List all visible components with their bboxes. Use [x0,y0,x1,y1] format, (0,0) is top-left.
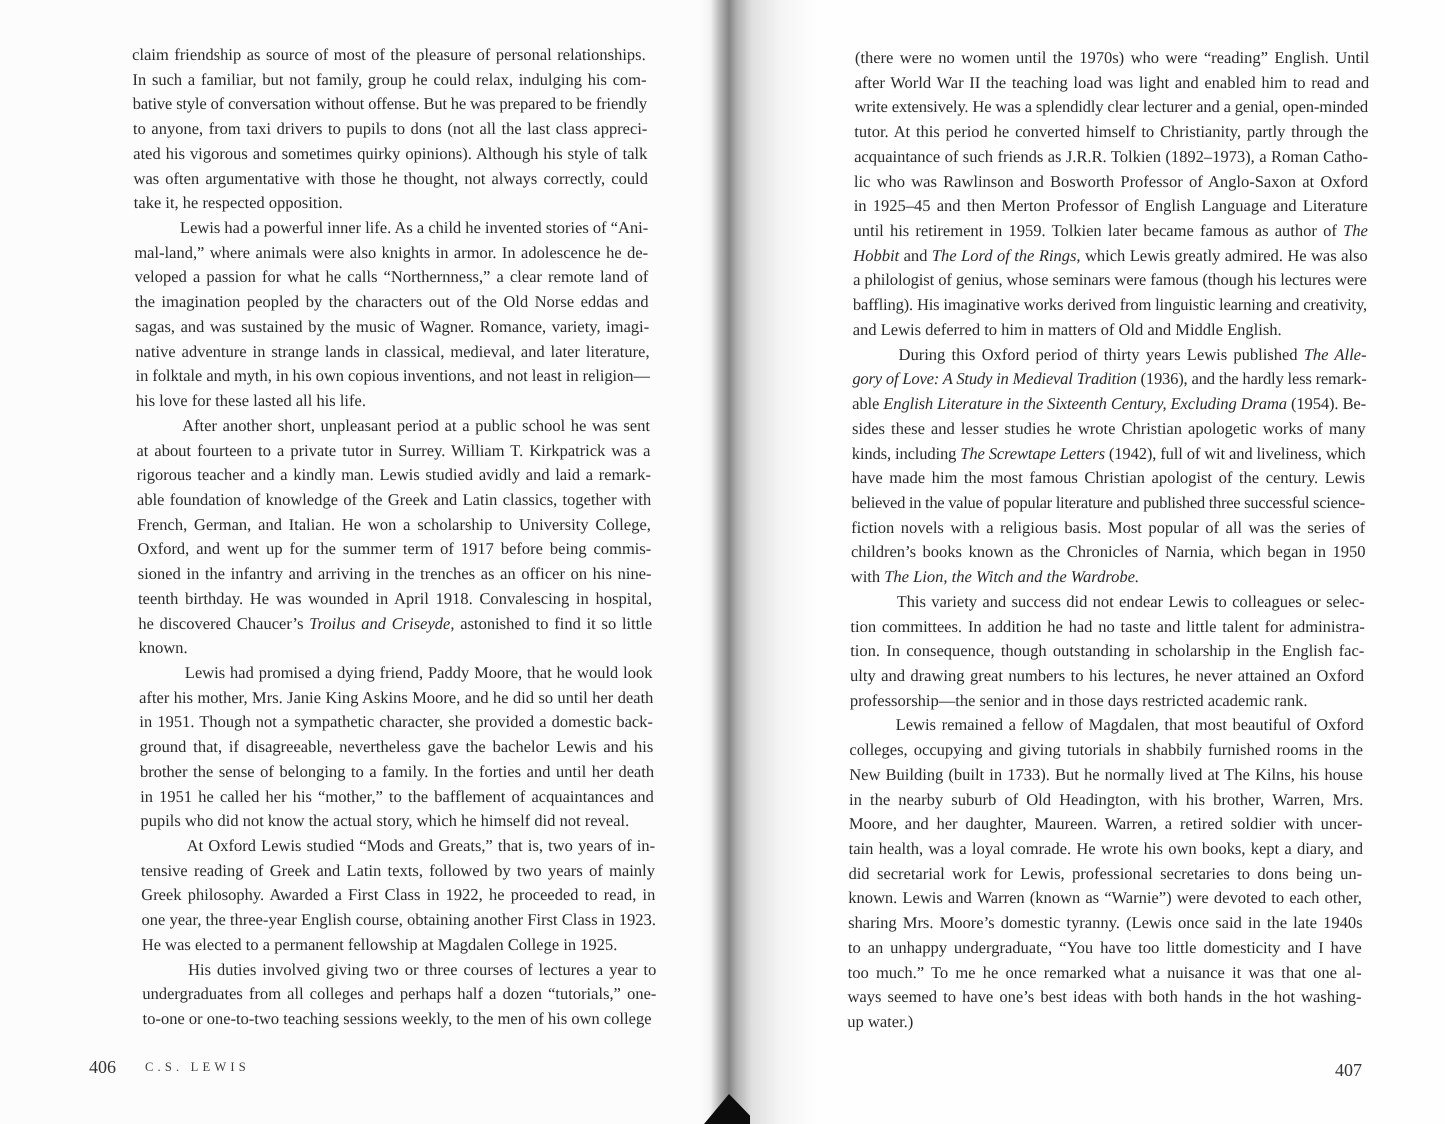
text-run: His duties involved giving two or three courses of lectures a year to [187,959,657,979]
text-run: mal-land,” where animals were also knights in armor. In adolescence he de- [134,242,649,262]
text-run: known. [138,638,188,658]
text-run: During this Oxford period of thirty years Lewis published [898,344,1304,364]
text-line [850,689,1364,714]
text-run: colleges, occupying and giving tutorials in shabbily furnished rooms in the [849,740,1364,760]
text-run: up water.) [847,1012,914,1032]
paragraph [136,414,653,661]
line-text [134,241,648,266]
text-line [853,318,1367,343]
text-line [853,244,1367,269]
line-text [847,1010,913,1035]
text-run: in 1951 he called her his “mother,” to the bafflement of acquaintances and [140,786,654,806]
running-head: C.S. LEWIS [145,1060,250,1074]
line-text [133,167,648,192]
line-text [133,117,648,142]
line-text [141,908,656,933]
line-text [135,364,650,389]
text-run: He was elected to a permanent fellowship at Magdalen College in 1925. [141,934,618,954]
text-run: after World War II the teaching load was light and enabled him to read and [854,72,1370,92]
text-run: veloped a passion for what he calls “Northernness,” a clear remote land of [134,267,649,287]
text-run: to an unhappy undergraduate, “You have too little domesticity and I have [847,937,1362,957]
italic-title: Hobbit [853,245,900,265]
line-text [854,120,1368,145]
text-run: After another short, unpleasant period at a public school he was sent [182,415,651,435]
paragraph [851,343,1367,590]
line-text [898,343,1366,368]
text-run: ground that, if disagreeable, nevertheless gave the bachelor Lewis and his [139,737,654,757]
text-run: tion committees. In addition he had no taste and little talent for administra- [850,616,1365,636]
text-run: Moore, and her daughter, Maureen. Warren, a retired soldier with uncer- [848,814,1363,834]
text-run: sioned in the infantry and arriving in the trenches as an officer on his nine- [137,564,652,584]
text-run: believed in the value of popular literature and published three successful science- [851,492,1366,512]
text-line [133,92,647,117]
text-line [847,1010,1361,1035]
text-run: with [850,567,885,587]
text-run: At Oxford Lewis studied “Mods and Greats,” that is, two years of in- [186,836,656,855]
italic-title: The Lord of the Rings, [931,245,1081,265]
line-text [140,785,654,810]
text-line [133,142,647,167]
text-line [135,364,649,389]
line-text [852,367,1366,392]
line-text [854,95,1368,120]
paragraph [139,661,655,834]
italic-title: gory of Love: A Study in Medieval Tradition [852,369,1137,389]
text-line [139,735,653,760]
text-line [140,809,654,834]
line-text [850,664,1364,689]
text-line [139,661,653,686]
line-text [850,615,1365,640]
line-text [851,516,1365,541]
line-text [132,43,646,68]
text-line [138,636,652,661]
text-run: ways seemed to have one’s best ideas with both hands in the hot washing- [847,987,1362,1007]
line-text [185,661,653,686]
line-text [854,145,1368,170]
text-line [134,265,648,290]
text-line [848,886,1362,911]
text-line [136,389,650,414]
line-text [180,216,648,241]
text-run: he discovered Chaucer’s [138,613,310,633]
line-text [138,562,652,587]
text-line [854,95,1368,120]
line-text [854,170,1368,195]
page-number: 406 [89,1057,116,1077]
text-line [141,908,655,933]
line-text [137,513,651,538]
text-line [852,343,1366,368]
text-line [133,117,647,142]
text-run: lic who was Rawlinson and Bosworth Professor of Anglo-Saxon at Oxford [853,171,1369,191]
line-text [141,859,655,884]
text-line [853,219,1367,244]
text-line [853,268,1367,293]
text-run: (1954). Be- [1286,394,1367,414]
italic-title: The Screwtape Letters [960,443,1106,463]
text-run: Greek philosophy. Awarded a First Class in 1922, he proceeded to read, in [141,885,656,905]
line-text [852,442,1366,467]
text-run: in 1951. Though not a sympathetic character, she provided a domestic back- [139,712,654,732]
text-run: to-one or one-to-two teaching sessions weekly, to the men of his own college [142,1009,652,1029]
paragraph [141,834,656,958]
text-line [848,911,1362,936]
left-page-text [132,43,657,1032]
text-run: pupils who did not know the actual story, which he himself did not reveal. [140,811,630,831]
text-run: sides these and lesser studies he wrote Christian apologetic works of many [851,418,1366,438]
text-run: one year, the three-year English course, obtaining another First Class in 1923. [141,910,657,930]
text-run: acquaintance of such friends as J.R.R. Tolkien (1892–1973), a Roman Catho- [854,146,1369,166]
text-line [850,639,1364,664]
line-text [852,466,1366,491]
line-text [138,587,652,612]
text-line [854,194,1368,219]
text-run: able foundation of knowledge of the Greek and Latin classics, together with [136,489,652,509]
line-text [133,142,647,167]
text-line [137,537,651,562]
line-text [138,636,187,661]
paragraph [853,46,1369,343]
text-run: known. Lewis and Warren (known as “Warnie”) were devoted to each other, [848,888,1363,908]
text-run: to anyone, from taxi drivers to pupils to dons (not all the last class appreci- [132,119,648,139]
text-run: tion. In consequence, though outstanding in scholarship in the English fac- [850,641,1365,661]
line-text [853,293,1367,318]
line-text [849,837,1364,862]
line-text [853,268,1367,293]
text-line [849,763,1363,788]
line-text [139,710,653,735]
text-line [850,664,1364,689]
text-line [852,367,1366,392]
paragraph [132,43,648,216]
line-text [141,883,655,908]
text-line [851,491,1365,516]
text-run: Lewis remained a fellow of Magdalen, that most beautiful of Oxford [895,715,1364,735]
text-line [851,565,1365,590]
line-text [140,760,655,785]
italic-title: The [1343,221,1368,241]
line-text [136,439,650,464]
paragraph [850,590,1365,714]
text-run: which Lewis greatly admired. He was also [1080,245,1368,265]
text-run: did secretarial work for Lewis, professional secretaries to dons being un- [848,863,1363,883]
text-line [849,837,1363,862]
text-run: Oxford, and went up for the summer term of 1917 before being commis- [137,539,652,559]
text-run: New Building (built in 1733). But he normally lived at The Kilns, his house [849,764,1363,784]
text-line [142,1007,656,1032]
text-run: in the nearby suburb of Old Headington, with his brother, Warren, Mrs. [849,789,1364,809]
text-line [852,466,1366,491]
text-run: bative style of conversation without offense. But he was prepared to be friendly [132,94,648,114]
line-text [850,689,1308,714]
text-line [136,414,650,439]
line-text [139,686,654,711]
text-run: at about fourteen to a private tutor in Surrey. William T. Kirkpatrick was a [136,440,651,460]
line-text [142,933,618,958]
line-text [852,392,1366,417]
line-text [137,463,652,488]
text-line [852,417,1366,442]
line-text [897,590,1365,615]
text-run: (1936), and the hardly less remark- [1136,369,1367,389]
text-line [135,315,649,340]
text-run: and Lewis deferred to him in matters of Old and Middle English. [852,319,1282,339]
italic-title: Troilus and Criseyde, [309,613,455,633]
text-run: tutor. At this period he converted himself to Christianity, partly through the [854,122,1369,142]
line-text [188,958,657,983]
text-line [140,760,654,785]
text-line [854,170,1368,195]
line-text [848,886,1362,911]
text-run: native adventure in strange lands in classical, medieval, and later literature, [135,341,650,361]
paragraph [142,958,657,1032]
line-text [135,290,649,315]
text-line [847,985,1361,1010]
italic-title: English Literature in the Sixteenth Century, Excluding Drama [883,394,1288,414]
text-line [137,463,651,488]
line-text [142,1007,651,1032]
text-run: Lewis had a powerful inner life. As a child he invented stories of “Ani- [179,218,649,238]
text-run: and [899,245,932,265]
line-text [135,340,649,365]
text-line [849,788,1363,813]
text-run: astonished to find it so little [454,613,653,633]
line-text [137,537,651,562]
text-line [854,145,1368,170]
text-run: children’s books known as the Chronicles of Narnia, which began in 1950 [850,542,1366,562]
text-line [142,933,656,958]
text-line [133,167,647,192]
text-line [138,587,652,612]
text-run: claim friendship as source of most of the pleasure of personal relationships. [132,45,646,64]
text-line [854,120,1368,145]
text-run: sagas, and was sustained by the music of Wagner. Romance, variety, imagi- [134,316,650,336]
line-text [849,812,1363,837]
text-run: brother the sense of belonging to a family. In the forties and until her death [139,761,655,781]
page-number: 407 [1335,1060,1362,1080]
text-line [850,713,1364,738]
line-text [139,735,653,760]
text-run: after his mother, Mrs. Janie King Askins Moore, and he did so until her death [138,687,654,707]
line-text [137,488,652,513]
line-text [138,612,652,637]
text-line [848,961,1362,986]
line-text [132,68,646,93]
line-text [847,985,1361,1010]
text-line [132,68,646,93]
text-run: French, German, and Italian. He won a scholarship to University College, [137,514,651,534]
text-line [141,859,655,884]
text-line [137,513,651,538]
line-text [848,911,1363,936]
text-run: in folktale and myth, in his own copious inventions, and not least in religion— [135,366,650,386]
line-text [849,763,1363,788]
line-text [134,191,343,216]
text-line [135,290,649,315]
text-run: tensive reading of Greek and Latin texts, followed by two years of mainly [140,860,656,880]
text-line [136,439,650,464]
text-run: This variety and success did not endear Lewis to colleagues or selec- [896,591,1365,611]
text-line [849,812,1363,837]
line-text [849,788,1363,813]
text-line [852,442,1366,467]
text-run: kinds, including [851,443,961,463]
italic-title: The Alle- [1303,344,1367,364]
line-text [853,318,1282,343]
text-line [134,191,648,216]
text-line [849,738,1363,763]
text-line [140,785,654,810]
text-run: in 1925–45 and then Merton Professor of English Language and Literature [853,196,1368,216]
text-line [853,293,1367,318]
text-run: his love for these lasted all his life. [135,391,367,411]
text-line [132,43,646,68]
line-text [850,639,1364,664]
text-run: ated his vigorous and sometimes quirky opinions). Although his style of talk [133,143,648,163]
text-line [137,488,651,513]
line-text [849,738,1363,763]
text-run: rigorous teacher and a kindly man. Lewis studied avidly and laid a remark- [136,465,652,485]
paragraph [847,713,1364,1034]
line-text [135,315,649,340]
line-text [851,565,1139,590]
text-run: sharing Mrs. Moore’s domestic tyranny. (Lewis once said in the late 1940s [848,913,1363,933]
line-text [187,834,656,859]
line-text [852,417,1366,442]
text-run: undergraduates from all colleges and perhaps half a dozen “tutorials,” one- [142,984,657,1004]
right-page-text [847,46,1369,1035]
line-text [855,46,1370,71]
text-run: too much.” To me he once remarked what a nuisance it was that one al- [847,962,1362,982]
text-line [142,958,656,983]
line-text [848,936,1362,961]
text-line [855,71,1369,96]
text-line [141,834,655,859]
text-line [855,46,1369,71]
text-run: teenth birthday. He was wounded in April 1918. Convalescing in hospital, [137,588,653,608]
text-run: baffling). His imaginative works derived from linguistic learning and creativity, [852,295,1368,315]
line-text [853,219,1367,244]
text-line [142,982,656,1007]
text-line [135,340,649,365]
text-line [139,710,653,735]
text-line [134,241,648,266]
line-text [136,389,366,414]
text-run: the imagination peopled by the characters out of the Old Norse eddas and [134,292,649,312]
text-run: have made him the most famous Christian apologist of the century. Lewis [851,468,1366,488]
text-line [851,590,1365,615]
text-run: ulty and drawing great numbers to his lectures, he never attained an Oxford [849,665,1365,685]
italic-title: The Lion, the Witch and the Wardrobe. [884,567,1140,587]
line-text [133,92,648,117]
text-run: take it, he respected opposition. [133,193,343,213]
line-text [140,809,629,834]
text-run: (1942), full of wit and liveliness, which [1104,443,1366,463]
text-line [851,540,1365,565]
text-run: fiction novels with a religious basis. Most popular of all was the series of [851,517,1366,537]
text-line [851,516,1365,541]
line-text [134,265,648,290]
text-run: professorship—the senior and in those days restricted academic rank. [849,690,1308,710]
text-line [139,686,653,711]
paragraph [134,216,650,414]
text-line [848,862,1362,887]
line-text [853,244,1368,269]
text-run: In such a familiar, but not family, group he could relax, indulging his com- [132,69,647,89]
text-run: write extensively. He was a splendidly clear lecturer and a genial, open-minded [854,97,1369,117]
text-run: a philologist of genius, whose seminars were famous (though his lectures were [853,270,1367,290]
text-run: able [852,394,884,414]
line-text [855,71,1370,96]
text-run: was often argumentative with those he thought, not always correctly, could [133,168,648,188]
right-page [722,0,1445,1124]
line-text [182,414,650,439]
line-text [896,713,1364,738]
text-line [138,562,652,587]
text-line [848,936,1362,961]
text-line [850,615,1364,640]
line-text [854,194,1368,219]
left-page [0,0,722,1124]
text-run: until his retirement in 1959. Tolkien later became famous as author of [853,221,1344,241]
text-run: tain health, was a loyal comrade. He wrote his own books, kept a diary, and [848,839,1364,858]
line-text [851,540,1366,565]
line-text [851,491,1365,516]
line-text [142,982,656,1007]
line-text [848,862,1362,887]
line-text [848,961,1362,986]
text-run: Lewis had promised a dying friend, Paddy Moore, that he would look [184,662,653,682]
text-line [141,883,655,908]
text-line [138,612,652,637]
text-line [852,392,1366,417]
text-run: (there were no women until the 1970s) who were “reading” English. Until [854,48,1370,67]
text-line [134,216,648,241]
